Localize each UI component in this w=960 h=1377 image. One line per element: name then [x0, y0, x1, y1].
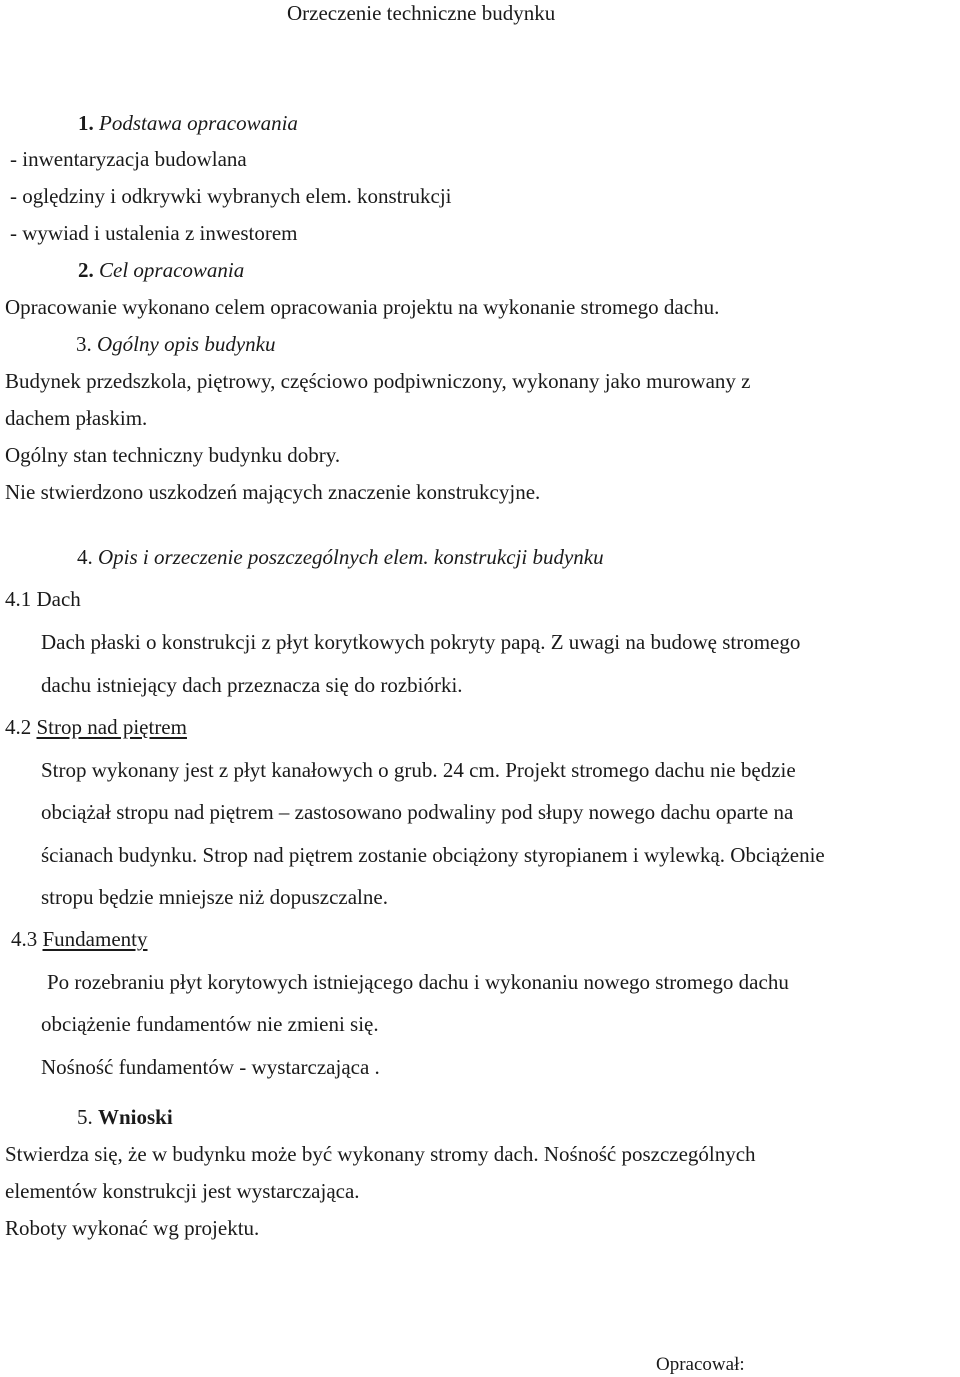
paragraph-line: Stwierdza się, że w budynku może być wykonany stromy dach. Nośność poszczególnych — [5, 1142, 756, 1166]
signature-label: Opracował: — [656, 1354, 745, 1375]
document-title: Orzeczenie techniczne budynku — [287, 1, 556, 25]
section-3-title: Ogólny opis budynku — [97, 332, 276, 356]
section-3-heading — [76, 334, 275, 355]
section-1-heading — [78, 113, 298, 134]
section-2-heading — [78, 260, 244, 281]
subsection-4-1-title: Dach — [36, 587, 81, 611]
subsection-4-3-title: Fundamenty — [42, 927, 148, 951]
section-4-title: Opis i orzeczenie poszczególnych elem. konstrukcji budynku — [98, 545, 604, 569]
section-2-number: 2. — [78, 258, 94, 282]
subsection-4-2-number: 4.2 — [5, 715, 32, 739]
paragraph-line: ścianach budynku. Strop nad piętrem zostanie obciążony styropianem i wylewką. Obciążenie — [41, 843, 825, 867]
paragraph-line: stropu będzie mniejsze niż dopuszczalne. — [41, 885, 388, 909]
paragraph-line: Strop wykonany jest z płyt kanałowych o grub. 24 cm. Projekt stromego dachu nie będzie — [41, 758, 796, 782]
paragraph-line: Nośność fundamentów - wystarczająca . — [41, 1055, 380, 1079]
paragraph-line: obciążenie fundamentów nie zmieni się. — [41, 1012, 379, 1036]
paragraph-line: elementów konstrukcji jest wystarczająca. — [5, 1179, 360, 1203]
list-item: - inwentaryzacja budowlana — [10, 147, 247, 171]
paragraph-line: Po rozebraniu płyt korytowych istniejącego dachu i wykonaniu nowego stromego dachu — [47, 970, 789, 994]
section-1-number: 1. — [78, 111, 94, 135]
section-4-number: 4. — [77, 545, 93, 569]
subsection-4-2-title: Strop nad piętrem — [36, 715, 187, 739]
section-5-number: 5. — [77, 1105, 93, 1129]
subsection-4-3-heading — [11, 929, 148, 950]
paragraph-line: dachu istniejący dach przeznacza się do rozbiórki. — [41, 673, 463, 697]
subsection-4-2-heading — [5, 717, 187, 738]
section-2-text: Opracowanie wykonano celem opracowania projektu na wykonanie stromego dachu. — [5, 295, 720, 319]
section-5-heading — [77, 1107, 173, 1128]
section-4-heading — [77, 547, 604, 568]
paragraph-line: Dach płaski o konstrukcji z płyt korytkowych pokryty papą. Z uwagi na budowę stromego — [41, 630, 801, 654]
section-1-title: Podstawa opracowania — [99, 111, 298, 135]
subsection-4-3-number: 4.3 — [11, 927, 38, 951]
list-item: - wywiad i ustalenia z inwestorem — [10, 221, 298, 245]
paragraph-line: Roboty wykonać wg projektu. — [5, 1216, 260, 1240]
paragraph-line: Nie stwierdzono uszkodzeń mających znaczenie konstrukcyjne. — [5, 480, 541, 504]
list-item: - oględziny i odkrywki wybranych elem. konstrukcji — [10, 184, 452, 208]
section-2-title: Cel opracowania — [99, 258, 245, 282]
paragraph-line: Ogólny stan techniczny budynku dobry. — [5, 443, 341, 467]
subsection-4-1-number: 4.1 — [5, 587, 32, 611]
paragraph-line: obciążał stropu nad piętrem – zastosowano podwaliny pod słupy nowego dachu oparte na — [41, 800, 794, 824]
paragraph-line: dachem płaskim. — [5, 406, 148, 430]
subsection-4-1-heading — [5, 589, 81, 610]
paragraph-line: Budynek przedszkola, piętrowy, częściowo podpiwniczony, wykonany jako murowany z — [5, 369, 751, 393]
section-5-title: Wnioski — [98, 1105, 173, 1129]
section-3-number: 3. — [76, 332, 92, 356]
